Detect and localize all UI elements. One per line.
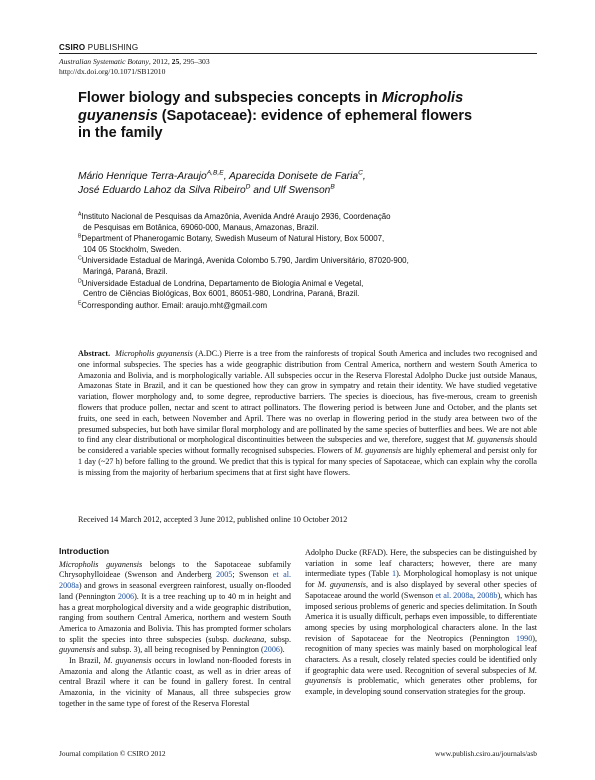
paragraph-text: ), which has imposed serious problems of generic and species delimitation. In South America it is usually difficult, perhaps even impossible, to differentiate among species by using morphological characters alone. In the last revision of Sapotaceae for the Neotropics (Pennington [305,590,537,643]
reference-link[interactable]: et al. 2008a [435,590,474,600]
species-name: Micropholis guyanensis [59,559,143,569]
author-2: Aparecida Donisete de Faria [228,171,359,182]
author-2-sup: C [358,169,363,177]
subspecies-name: duckeana [233,634,265,644]
footer-url[interactable]: www.publish.csiro.au/journals/asb [435,749,537,758]
journal-citation [59,57,210,77]
abstract-text: are highly ephemeral and persist only for 1 day (~27 h) before falling to the ground. We predict that this is typical for many species of Sapotaceae, which can explain why the corolla is missing from the majority of herbarium specimens that at first sight have flowers. [78,446,538,477]
affiliation [78,256,518,277]
affiliation-line: 104 05 Stockholm, Sweden. [83,244,182,254]
journal-year: , 2012, [148,57,172,66]
affiliation-line: Universidade Estadual de Maringá, Avenida Colombo 5.790, Jardim Universitário, 87020-900, [81,256,409,266]
author-1-sup: A,B,E [206,169,224,177]
paragraph-text: ; Swenson [232,570,273,580]
paragraph [59,560,291,656]
species-name: M. guyanensis [103,656,152,666]
title-species: Micropholis guyanensis [78,90,464,124]
abstract-label: Abstract. [78,349,111,358]
table-link[interactable]: 1 [392,569,397,579]
paragraph-text: belongs to the Sapotaceae subfamily Chrysophylloideae (Swenson and Anderberg [59,559,291,580]
abstract-text: should be considered a variable species without formally recognised subspecies. Flowers of [78,435,537,456]
reference-link[interactable]: 2006 [263,645,280,655]
author-3-sup: D [245,183,251,191]
abstract-species: M. guyanensis [354,446,402,456]
paragraph-text: ), recognition of many species was mainly based on morphological leaf characters. As a result, closely related species could be identified only if geographic data were used. Recognition of several subspecies of [305,633,537,675]
affiliation-sup: E [78,300,82,307]
journal-volume: 25 [171,57,180,66]
species-name: M. guyanensis [317,580,366,590]
article-title [78,90,478,143]
doi-link[interactable]: http://dx.doi.org/10.1071/SB12010 [59,67,166,76]
affiliation [78,279,518,300]
paragraph-text: and subsp. 3), all being recognised by Pennington ( [95,645,264,655]
paragraph-text: , [473,590,478,600]
affiliation-line: Department of Phanerogamic Botany, Swedish Museum of Natural History, Box 50007, [81,234,385,244]
affiliation-sup: D [78,277,82,284]
abstract-species: M. guyanensis [466,435,514,445]
header-rule [59,53,537,54]
author-1: Mário Henrique Terra-Araujo [78,171,207,182]
species-name: M. guyanensis [305,665,537,686]
affiliations [78,212,518,312]
affiliation-line: Instituto Nacional de Pesquisas da Amazônia, Avenida André Araujo 2936, Coordenação [81,212,391,221]
right-column [305,548,537,698]
affiliation-line: de Pesquisas em Botânica, 69060-000, Manaus, Amazonas, Brazil. [83,222,319,232]
paragraph-text: Adolpho Ducke (RFAD). Here, the subspecies can be distinguished by variation in some leaf characters; however, there are many intermediate types (Table [305,548,537,579]
affiliation [78,234,518,255]
author-and: and [250,184,274,196]
reference-link[interactable]: 2005 [216,570,233,580]
reference-link[interactable]: et al. 2008a [59,570,291,591]
title-part1: Flower biology and subspecies concepts in [78,90,382,106]
paragraph [305,548,537,698]
affiliation-line: Maringá, Paraná, Brazil. [83,266,168,276]
affiliation-line: Universidade Estadual de Londrina, Departamento de Biologia Animal e Vegetal, [81,278,364,288]
affiliation [78,212,518,233]
paragraph-text: is problematic, which generates other problems, for example, in developing sound conservation strategies for the group. [305,676,537,697]
left-column [59,546,291,710]
paragraph-text: ). It is a tree reaching up to 40 m in height and has a great morphological diversity and a wide geographic distribution, ranging from southern Central America, northern and western South America to Amazonia and Bolivia. This has prompted former scholars to split the species into three subspecies (subsp. [59,591,291,644]
abstract [78,349,537,479]
footer-copyright: Journal compilation © CSIRO 2012 [59,749,166,758]
reference-link[interactable]: 2006 [117,591,135,601]
journal-pages: , 295–303 [179,57,210,66]
affiliation-sup: A [78,211,82,218]
section-heading: Introduction [59,546,110,556]
reference-link[interactable]: 2008b [477,590,498,600]
paragraph-text: ) and grows in seasonal evergreen rainforest, usually on-flooded land (Pennington [59,581,291,601]
corresponding-email[interactable]: Corresponding author. Email: araujo.mht@gmail.com [81,300,268,310]
journal-name: Australian Systematic Botany [59,57,149,66]
abstract-text: (A.DC.) Pierre is a tree from the rainforests of tropical South America and includes two recognised and one informal subspecies. The species has a wide geographic distribution from Central America, northern and western South America to Amazonia and Bolivia, and is morphologically variable. All subspecies occur in the Reserva Florestal Adolpho Ducke just outside Manaus, Amazonas State in Brazil, and it can be questioned how they can grow in sympatry and retain their identity. We have studied vegetative variation, flower morphology and, to some degree, reproductive barriers. The species is dioecious, has five-merous, cream to greenish flowers that produce pollen, nectar and scent to attract pollinators. The flowering period is between June and October, and the plants set fruits, one seed in each, between November and April. There was no overlap in flowering period in the study area between two of the presumed subspecies, but both have similar floral morphology and are pollinated by the same species of butterflies and bees. We are not able to find any clear distributional or morphological discontinuities between the subspecies and we, therefore, suggest that [78,349,537,445]
paragraph-text: , and is also displayed by several other species of Sapotaceae around the world (Swenson [305,580,538,600]
paragraph-text: occurs in lowland non-flooded forests in Amazonia and along the Atlantic coast, as well as in drier areas of central Brazil where it can be found in gallery forest. In central Amazonia, in the vicinity of Manaus, all three subspecies grow together in the same type of forest of the Reserva Florestal [59,656,292,708]
received-dates: Received 14 March 2012, accepted 3 June 2012, published online 10 October 2012 [78,515,348,524]
affiliation-sup: C [78,255,82,262]
publisher-name [59,43,138,52]
title-part2: (Sapotaceae): evidence of ephemeral flowers in the family [78,107,473,141]
author-4-sup: B [330,183,335,191]
subspecies-name: guyanensis [59,645,96,655]
author-4: Ulf Swenson [273,184,331,196]
affiliation-sup: B [78,233,82,240]
author-sep: , [362,171,366,182]
abstract-species: Micropholis guyanensis [115,349,193,358]
paragraph-text: In Brazil, [69,656,104,666]
affiliation [78,301,518,312]
paragraph [59,656,291,710]
author-3: José Eduardo Lahoz da Silva Ribeiro [78,184,246,196]
reference-link[interactable]: 1990 [516,633,533,643]
affiliation-line: Centro de Ciências Biológicas, Box 6001, 86051-980, Londrina, Paraná, Brazil. [83,289,360,299]
paragraph-text: , subsp. [264,634,291,644]
publisher-bold: CSIRO [59,43,86,52]
author-list [78,170,508,197]
publisher-rest: PUBLISHING [87,43,139,52]
author-sep: , [223,171,229,182]
paragraph-text: ). Morphological homoplasy is not unique for [305,569,537,590]
paragraph-text: ). [279,645,285,655]
